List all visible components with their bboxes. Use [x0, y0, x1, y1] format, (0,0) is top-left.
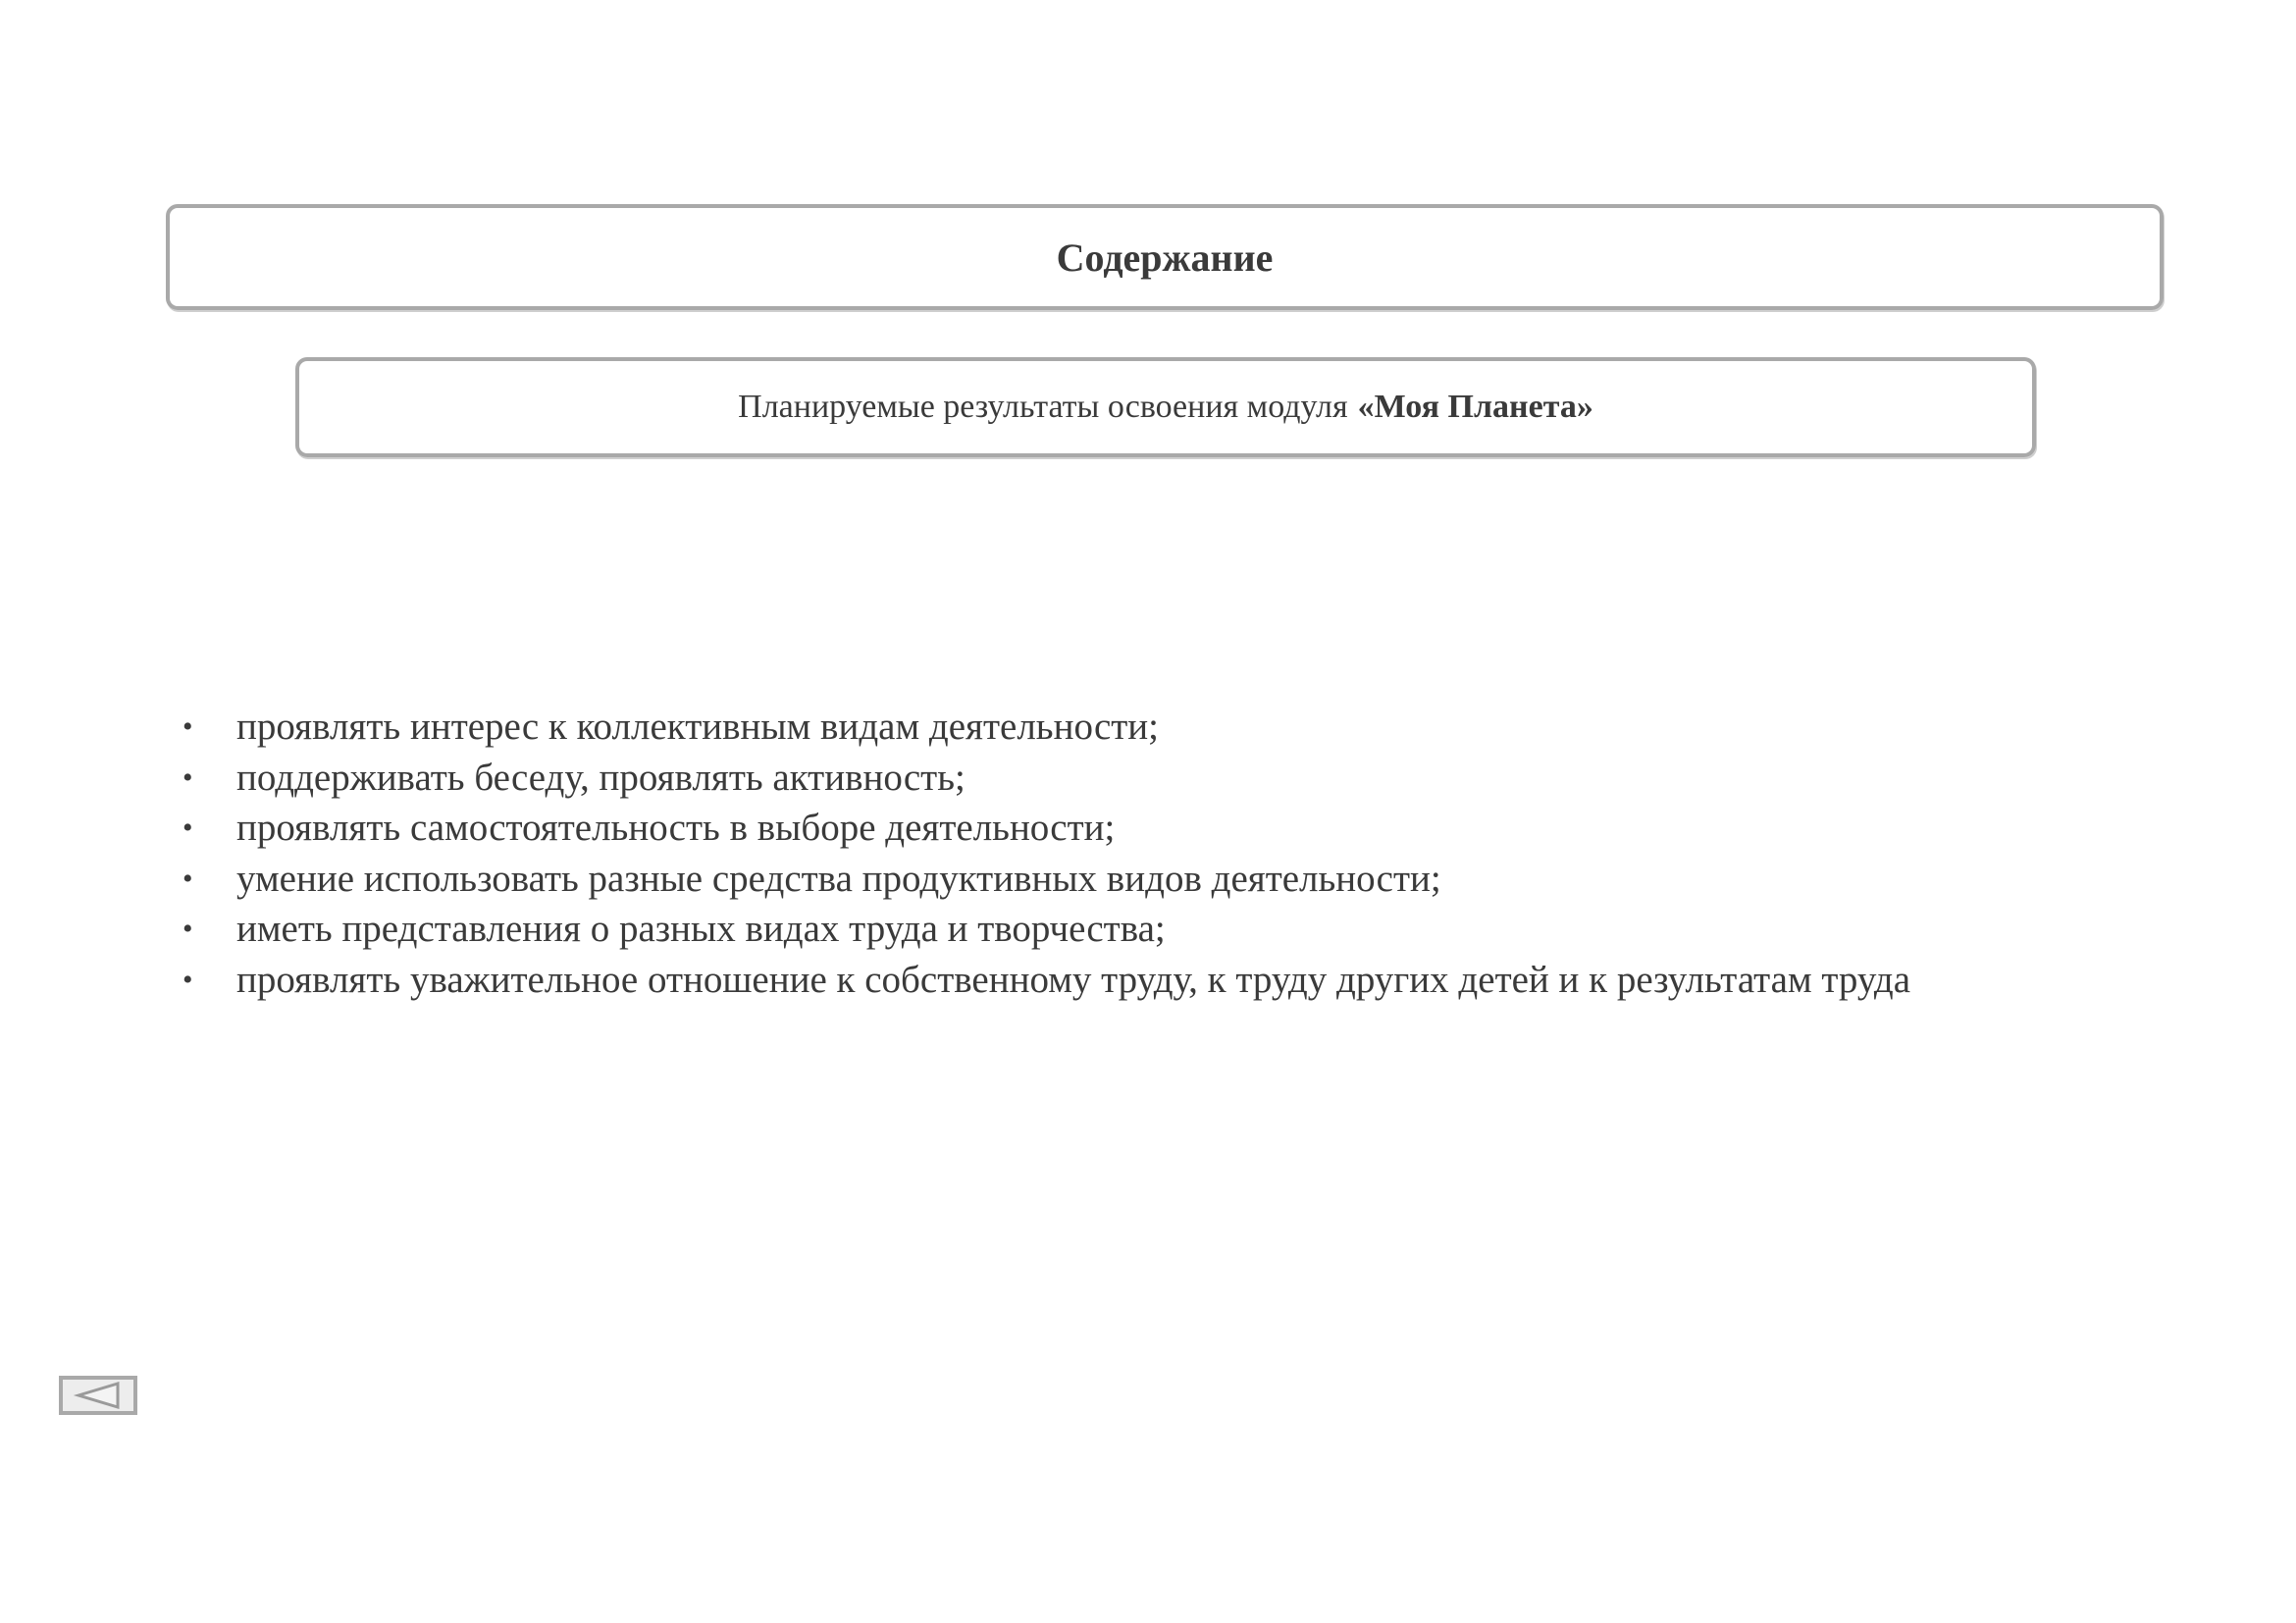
- list-item-text: проявлять самостоятельность в выборе деятельности;: [236, 807, 1116, 849]
- list-item-text: иметь представления о разных видах труда и творчества;: [236, 908, 1166, 950]
- page-title: Содержание: [1056, 235, 1274, 280]
- triangle-left-icon: [69, 1382, 128, 1409]
- bullet-icon: •: [183, 760, 193, 794]
- bullet-icon: •: [183, 710, 193, 743]
- list-item: [175, 702, 1910, 753]
- bullet-icon: •: [183, 862, 193, 895]
- list-item-text: поддерживать беседу, проявлять активность;: [236, 756, 965, 799]
- bullet-icon: •: [183, 963, 193, 996]
- subtitle-box: [295, 357, 2036, 457]
- results-list: [175, 702, 1910, 1005]
- list-item: [175, 803, 1910, 854]
- title-box: [166, 204, 2164, 310]
- bullet-icon: •: [183, 913, 193, 945]
- list-item-text: умение использовать разные средства продуктивных видов деятельности;: [236, 857, 1441, 900]
- back-button[interactable]: [59, 1376, 137, 1415]
- bullet-icon: •: [183, 812, 193, 844]
- list-item: [175, 854, 1910, 905]
- list-item-text: проявлять интерес к коллективным видам деятельности;: [236, 706, 1159, 748]
- list-item: [175, 955, 1910, 1006]
- list-item: [175, 753, 1910, 804]
- list-item: [175, 904, 1910, 955]
- list-item-text: проявлять уважительное отношение к собственному труду, к труду других детей и к результатам труда: [236, 958, 1911, 1001]
- module-name: «Моя Планета»: [1357, 389, 1593, 425]
- subtitle-prefix: Планируемые результаты освоения модуля: [738, 389, 1348, 425]
